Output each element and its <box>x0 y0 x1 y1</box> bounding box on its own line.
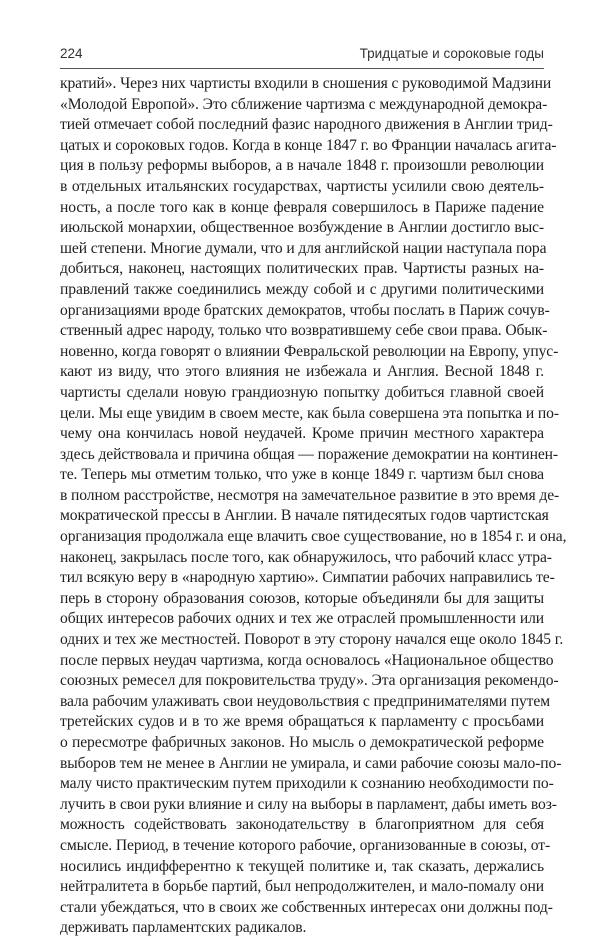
text-line: лучить в свои руки влияние и силу на выборы в парламент, дабы иметь воз- <box>60 795 557 813</box>
text-line: смысле. Период, в течение которого рабочие, организованные в союзы, от- <box>60 836 551 854</box>
text-line: ция в пользу реформы выборов, а в начале 1848 г. произошли революции <box>60 157 544 175</box>
text-line: в полном расстройстве, несмотря на замечательное развитие в это время де- <box>60 486 560 504</box>
text-line: здесь действовала и причина общая — поражение демократии на континен- <box>60 445 558 463</box>
text-line: тил всякую веру в «народную хартию». Симпатии рабочих направились те- <box>60 569 555 587</box>
text-line: союзных ремесел для покровительства труду». Эта организация рекомендо- <box>60 672 559 690</box>
text-line: тией отмечает собой последний фазис народного движения в Англии трид- <box>60 116 553 134</box>
text-line: после первых неудач чартизма, когда основалось «Национальное общество <box>60 651 554 669</box>
text-line: организациями вроде братских демократов, чтобы послать в Париж сочув- <box>60 301 550 319</box>
text-line: стали убеждаться, что в своих же собственных интересах они должны под- <box>60 898 553 916</box>
text-line: те. Теперь мы отметим только, что уже в конце 1849 г. чартизм был снова <box>60 466 544 484</box>
text-line: правлений также соединились между собой и с другими политическими <box>60 280 544 298</box>
text-line: держивать парламентских радикалов. <box>60 919 307 937</box>
text-line: наконец, закрылась после того, как обнаружилось, что рабочий класс утра- <box>60 548 552 566</box>
text-line: ность, а после того как в конце февраля совершилось в Париже падение <box>60 198 544 216</box>
text-line: о пересмотре фабричных законов. Но мысль о демократической реформе <box>60 734 544 751</box>
text-line: добиться, наконец, настоящих политических прав. Чартисты разных на- <box>60 260 544 278</box>
text-line: малу чисто практическим путем приходили к сознанию необходимости по- <box>60 775 554 793</box>
text-line: цели. Мы еще увидим в своем месте, как была совершена эта попытка и по- <box>60 404 559 422</box>
text-line: ственный адрес народу, только что возвратившему себе свои права. Обык- <box>60 322 548 340</box>
text-line: вала рабочим улаживать свои неудовольствия с предпринимателями путем <box>60 692 550 710</box>
running-title: Тридцатые и сороковые годы <box>359 46 544 61</box>
text-line: кратий». Через них чартисты входили в сношения с руководимой Мадзини <box>60 75 552 92</box>
body-text <box>60 74 567 939</box>
running-head <box>60 46 544 66</box>
text-line: кают из виду, что этого влияния не избежала и Англия. Весной 1848 г. <box>60 363 544 381</box>
text-line: носились индифферентно к текущей политике и, так сказать, держались <box>60 857 544 875</box>
text-line: нейтралитета в борьбе партий, был непродолжителен, и мало-помалу они <box>60 878 544 896</box>
text-line: «Молодой Европой». Это сближение чартизма с международной демокра- <box>60 95 548 113</box>
header-rule <box>60 68 544 69</box>
text-line: чартисты сделали новую грандиозную попытку добиться главной своей <box>60 383 544 401</box>
text-line: цатых и сороковых годов. Когда в конце 1847 г. во Франции началась агита- <box>60 136 557 154</box>
text-line: чему она кончилась новой неудачей. Кроме причин местного характера <box>60 425 544 443</box>
text-line: можность содействовать законодательству в благоприятном для себя <box>60 816 544 834</box>
text-line: выборов тем не менее в Англии не умирала, и сами рабочие союзы мало-по- <box>60 754 562 772</box>
text-line: одних и тех же местностей. Поворот в эту сторону начался еще около 1845 г. <box>60 631 564 649</box>
text-line: перь в сторону образования союзов, которые объединяли бы для защиты <box>60 589 544 607</box>
text-line: третейских судов и в то же время обращаться к парламенту с просьбами <box>60 713 544 731</box>
text-line: мократической прессы в Англии. В начале пятидесятых годов чартистская <box>60 507 549 525</box>
text-line: общих интересов рабочих одних и тех же отраслей промышленности или <box>60 610 544 628</box>
text-line: июльской монархии, общественное возбуждение в Англии достигло выс- <box>60 219 544 237</box>
text-line: в отдельных итальянских государствах, чартисты усилили свою деятель- <box>60 177 544 195</box>
page-number: 224 <box>60 46 83 61</box>
text-line: организация продолжала еще влачить свое существование, но в 1854 г. и она, <box>60 528 567 546</box>
text-line: новенно, когда говорят о влиянии Февральской революции на Европу, упус- <box>60 342 559 360</box>
text-line: шей степени. Многие думали, что и для английской нации наступала пора <box>60 239 547 257</box>
